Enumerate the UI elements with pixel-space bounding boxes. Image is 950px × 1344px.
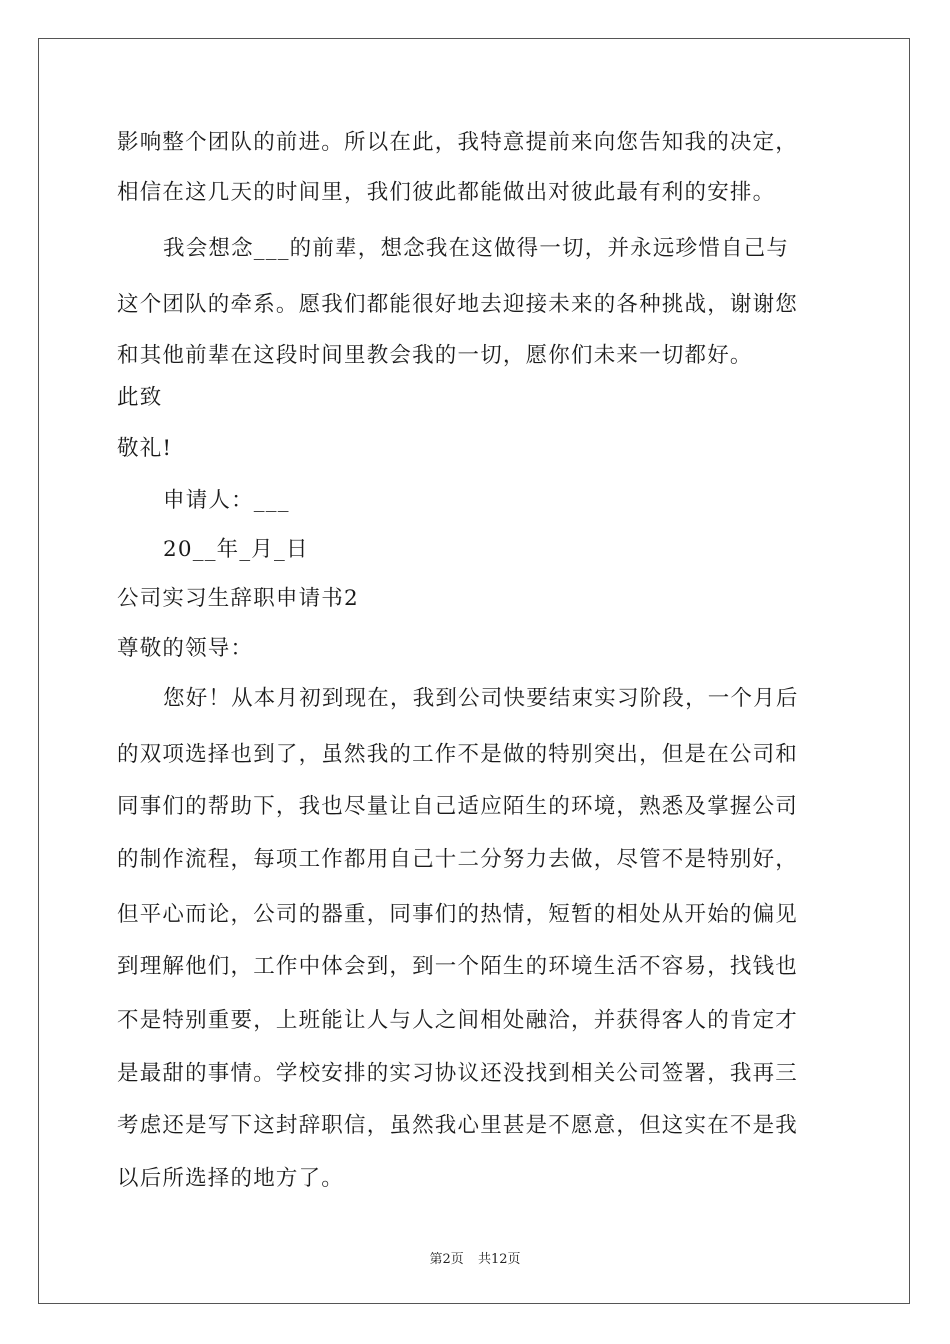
closing-regards: 敬礼! [117, 436, 173, 461]
body-line-8: 同事们的帮助下，我也尽量让自己适应陌生的环境，熟悉及掌握公司 [117, 794, 799, 819]
body-line-3: 我会想念___的前辈，想念我在这做得一切，并永远珍惜自己与 [163, 236, 790, 261]
body-line-9: 的制作流程，每项工作都用自己十二分努力去做，尽管不是特别好， [117, 847, 799, 872]
section-title: 公司实习生辞职申请书2 [117, 586, 359, 611]
page-total: 共12页 [477, 1252, 521, 1267]
body-line-11: 到理解他们，工作中体会到，到一个陌生的环境生活不容易，找钱也 [117, 954, 799, 979]
body-line-7: 的双项选择也到了，虽然我的工作不是做的特别突出，但是在公司和 [117, 742, 799, 767]
date-line: 20__年_月_日 [163, 537, 309, 562]
body-line-1: 影响整个团队的前进。所以在此，我特意提前来向您告知我的决定， [117, 130, 799, 155]
greeting: 尊敬的领导： [117, 636, 254, 661]
applicant-signature: 申请人：___ [163, 488, 290, 513]
body-line-6: 您好！从本月初到现在，我到公司快要结束实习阶段，一个月后 [163, 686, 799, 711]
page-footer [0, 1248, 950, 1267]
body-line-10: 但平心而论，公司的器重，同事们的热情，短暂的相处从开始的偏见 [117, 902, 799, 927]
body-line-15: 以后所选择的地方了。 [117, 1166, 345, 1191]
page-number: 第2页 [429, 1252, 464, 1267]
body-line-4: 这个团队的牵系。愿我们都能很好地去迎接未来的各种挑战，谢谢您 [117, 292, 799, 317]
body-line-14: 考虑还是写下这封辞职信，虽然我心里甚是不愿意，但这实在不是我 [117, 1113, 799, 1138]
body-line-13: 是最甜的事情。学校安排的实习协议还没找到相关公司签署，我再三 [117, 1061, 799, 1086]
closing-salutation: 此致 [117, 385, 163, 410]
body-line-5: 和其他前辈在这段时间里教会我的一切，愿你们未来一切都好。 [117, 343, 753, 368]
body-line-2: 相信在这几天的时间里，我们彼此都能做出对彼此最有利的安排。 [117, 180, 776, 205]
body-line-12: 不是特别重要，上班能让人与人之间相处融洽，并获得客人的肯定才 [117, 1008, 799, 1033]
